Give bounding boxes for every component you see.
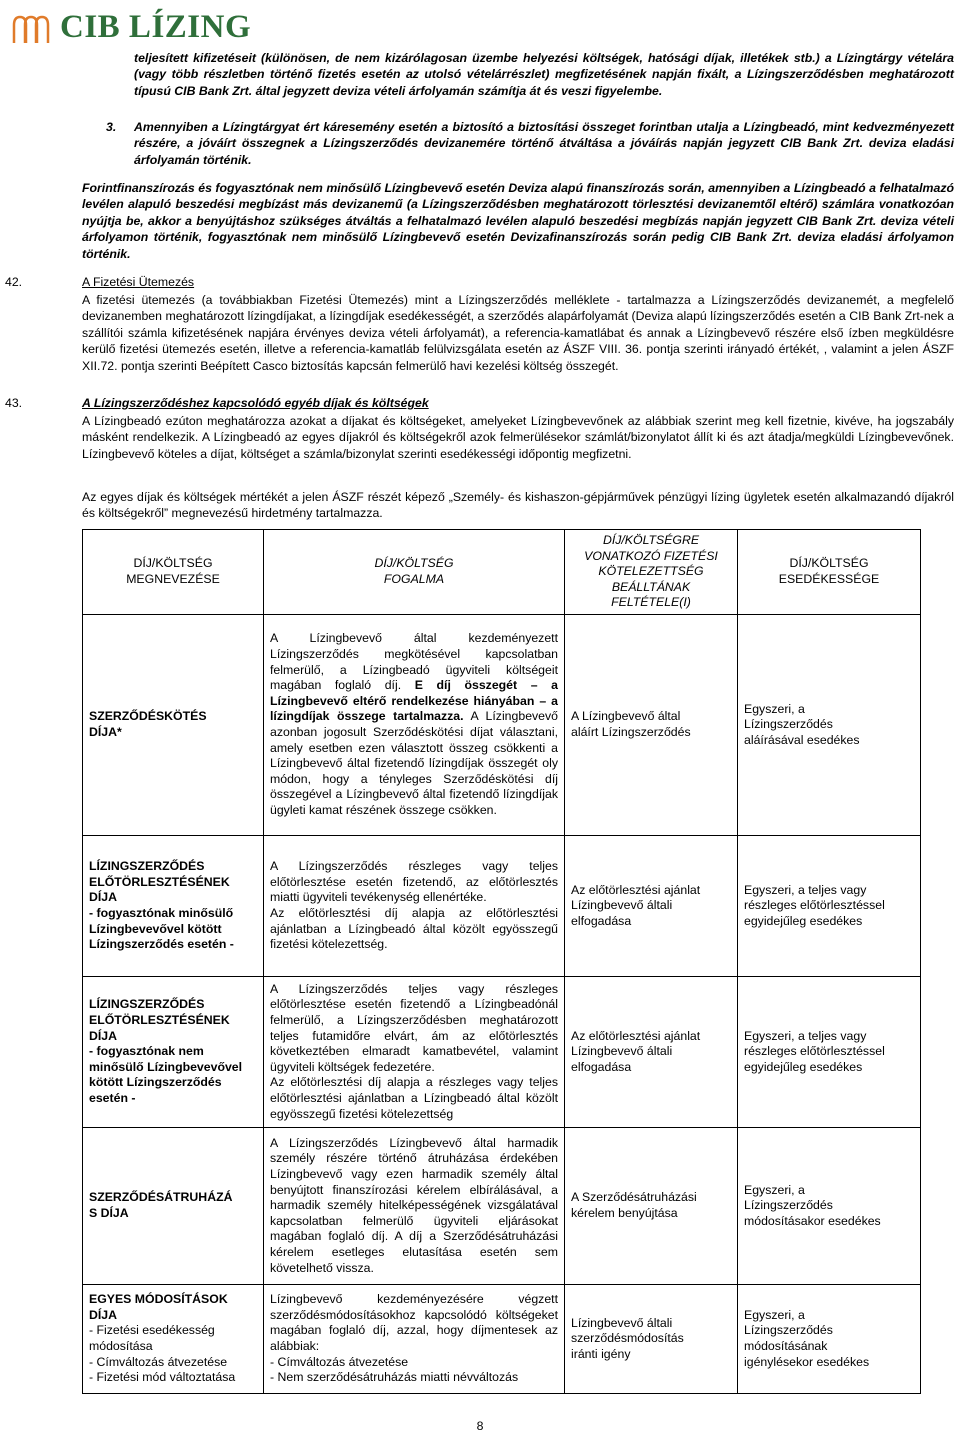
list-item: - Nem szerződésátruházás miatti névváltozás [270, 1370, 519, 1385]
table-row [83, 615, 921, 836]
header-condition: DÍJ/KÖLTSÉGRE VONATKOZÓ FIZETÉSI KÖTELEZETTSÉG BEÁLLTÁNAK FELTÉTELE(I) [565, 530, 738, 615]
fee-concept-text: Az előtörlesztési díj alapja az előtörlesztési ajánlatban a Lízingbeadó által közölt egyösszegű fizetési kötelezettség. [270, 906, 558, 952]
list-item-text: Címváltozás átvezetése [96, 1354, 228, 1369]
brand-name: CIB LÍZING [60, 9, 252, 45]
fee-condition: A Szerződésátruházási kérelem benyújtása [565, 1128, 738, 1285]
fee-due: Egyszeri, a Lízingszerződés aláírásával esedékes [738, 615, 921, 836]
section-body: A Lízingbeadó ezúton meghatározza azokat a díjakat és költségeket, amelyeket Lízingbevevőnek az alábbiak szerint meg kell fizetnie, kivéve, ha jogszabály másként rendelkezik. A Lízingbeadó az egyes díjakról és költségekről azok felmerülésekor számlát/bizonylatot állít ki és azt átadja/megküldi Lízingbevevőnek. Lízingbevevő köteles a díjat, költséget a számla/bizonylat szerinti esedékességi időpontig megfizetni. [82, 414, 954, 461]
section-title: A Lízingszerződéshez kapcsolódó egyéb díjak és költségek [82, 396, 429, 410]
forint-paragraph: Forintfinanszírozás és fogyasztónak nem minősülő Lízingbevevő esetén Deviza alapú finanszírozás során, amennyiben a Lízingbeadó a felhatalmazó levélen alapuló beszedési megbízást más devizanemű (a Lízingszerződésben meghatározott törlesztési devizanemtől eltérő) számlára vonatkozóan nyújtja be, akkor a benyújtáshoz szükséges átváltás a felhatalmazó levélen alapuló beszedési megbízás napján jegyzett CIB Bank Zrt. deviza vételi árfolyamon történik, fogyasztónak nem minősülő Lízingbevevő esetén Devizafinanszírozás során pedig CIB Bank Zrt. deviza eladási árfolyamon történik. [82, 181, 954, 261]
section-number: 43. [5, 396, 23, 410]
fee-name-sub: - fogyasztónak nem minősülő Lízingbevevővel kötött Lízingszerződés esetén - [89, 1044, 243, 1105]
brand-logo [8, 4, 251, 50]
fee-name: SZERZŐDÉSKÖTÉS DÍJA* [83, 615, 264, 836]
list-item-text: Címváltozás átvezetése [277, 1354, 409, 1369]
fee-concept: A Lízingszerződés Lízingbevevő által harmadik személy részére történő átruházása érdekében Lízingbevevő vagy ezen harmadik személy által benyújtott finanszírozási kérelem elbírálásával, a harmadik személy hitelképességének vizsgálatával kapcsolatban felmerülő ügyviteli eljárásokat magában foglaló díj. A díj a Szerződésátruházási kérelem esetleges elutasítása esetén sem követelhető vissza. [264, 1128, 565, 1285]
item-number: 3. [106, 120, 117, 134]
fee-name [83, 1285, 264, 1394]
fee-name [83, 977, 264, 1128]
fee-concept-text: A Lízingszerződés teljes vagy részleges előtörlesztése esetén fizetendő a Lízingbeadónál felmerülő, a Lízingszerződésben meghatározott teljes futamidőre elvárt, ám az előtörlesztés következtében elmaradt kamatbevétel, valamint ügyviteli költségek fedezetére. [270, 981, 558, 1074]
fee-name-title: LÍZINGSZERZŐDÉS ELŐTÖRLESZTÉSÉNEK DÍJA [89, 997, 230, 1043]
fee-concept-text: Az előtörlesztési díj alapja a részleges vagy teljes előtörlesztési ajánlatban a Lízingbeadó által közölt egyösszegű fizetési kötelezettség [270, 1075, 558, 1121]
fee-concept-text: A Lízingszerződés részleges vagy teljes előtörlesztése esetén fizetendő, az előtörlesztés miatti ügyviteli tevékenység ellenértéke. [270, 859, 558, 905]
intro-paragraph: teljesített kifizetéseit (különösen, de nem kizárólagosan üzembe helyezési költségek, hatósági díjak, illetékek stb.) a Lízingtárgy vételára (vagy több részletben történő fizetés esetén az utolsó vételárrészlet) megfizetésének napján fixált, a Lízingszerződésben meghatározott típusú CIB Bank Zrt. által jegyzett deviza vételi árfolyamán számítja át és veszi figyelembe. [134, 51, 954, 98]
header-concept: DÍJ/KÖLTSÉG FOGALMA [264, 530, 565, 615]
list-item-text: Fizetési esedékesség módosítása [89, 1323, 215, 1353]
fee-due: Egyszeri, a teljes vagy részleges előtörlesztéssel egyidejűleg esedékes [738, 836, 921, 977]
list-item-text: Fizetési mód változtatása [96, 1370, 236, 1385]
fee-condition: Lízingbevevő általi szerződésmódosítás iránti igény [565, 1285, 738, 1394]
list-item: - Fizetési esedékesség módosítása [89, 1323, 215, 1353]
table-row [83, 1128, 921, 1285]
fee-concept [264, 615, 565, 836]
table-row [83, 977, 921, 1128]
fee-concept-text: A Lízingbevevő által kezdeményezett Lízingszerződés megkötésével kapcsolatban felmerülő, a Lízingbeadó ügyviteli költségeit magában foglaló díj. [270, 631, 558, 693]
fee-name: SZERZŐDÉSÁTRUHÁZÁ S DÍJA [83, 1128, 264, 1285]
fee-condition: Az előtörlesztési ajánlat Lízingbevevő általi elfogadása [565, 836, 738, 977]
section-body-2: Az egyes díjak és költségek mértékét a jelen ÁSZF részét képező „Személy- és kishaszon-gépjárművek pénzügyi lízing ügyletek esetén alkalmazandó díjakról és költségekről” megnevezésű hirdetmény tartalmazza. [82, 490, 954, 521]
section-body: A fizetési ütemezés (a továbbiakban Fizetési Ütemezés) mint a Lízingszerződés melléklete - tartalmazza a Lízingszerződés devizanemét, a megfelelő devizanemben meghatározott lízingdíjakat, a lízingdíjak esedékességét, a szerződés alapárfolyamát (Deviza alapú lízingszerződés esetén a CIB Bank Zrt-nek a szállítói számla kifizetésének napjára érvényes deviza vételi árfolyamát), a referencia-kamatlábat és annak a Lízingbevevő részére első ízben megküldésre kerülő fizetési ütemezés esetén, illetve a referencia-kamatláb felülvizsgálata esetén az ÁSZF VIII. 36. pontja szerinti irányadó értékét, , valamint a jelen ÁSZF XII.72. pontja szerinti Beépített Casco biztosítás kapcsán felmerülő havi kezelési költség összegét. [82, 293, 954, 373]
fee-concept-bold: E díj összegét – a Lízingbevevő eltérő rendelkezése hiányában – a lízingdíjak összege tartalmazza. [270, 678, 558, 724]
fee-condition: Az előtörlesztési ajánlat Lízingbevevő általi elfogadása [565, 977, 738, 1128]
fee-name [83, 836, 264, 977]
section-title: A Fizetési Ütemezés [82, 275, 195, 289]
fee-name-title: LÍZINGSZERZŐDÉS ELŐTÖRLESZTÉSÉNEK DÍJA [89, 859, 230, 905]
fee-due: Egyszeri, a Lízingszerződés módosításakor esedékes [738, 1128, 921, 1285]
fee-due: Egyszeri, a teljes vagy részleges előtörlesztéssel egyidejűleg esedékes [738, 977, 921, 1128]
fee-concept [264, 977, 565, 1128]
fee-concept-text: A Lízingbevevő azonban jogosult Szerződéskötési díjat választani, amely esetben ezen választott összeg csökkenti a Lízingbevevő által fizetendő lízingdíjak összegét oly módon, hogy a tényleges Szerződéskötési díj összegével a Lízingbevevő által fizetendő lízingdíjak ügyleti kamat részének összege csökken. [270, 709, 559, 817]
header-due: DÍJ/KÖLTSÉG ESEDÉKESSÉGE [738, 530, 921, 615]
fee-name-sub: - fogyasztónak minősülő Lízingbevevővel kötött Lízingszerződés esetén - [89, 906, 234, 952]
header-name: DÍJ/KÖLTSÉG MEGNEVEZÉSE [83, 530, 264, 615]
fee-due: Egyszeri, a Lízingszerződés módosításának igénylésekor esedékes [738, 1285, 921, 1394]
page-number: 8 [476, 1419, 484, 1433]
fee-concept [264, 836, 565, 977]
fees-table [82, 529, 921, 1394]
list-item: - Címváltozás átvezetése [270, 1354, 409, 1369]
table-row [83, 836, 921, 977]
list-item: - Címváltozás átvezetése [89, 1354, 228, 1369]
fee-condition: A Lízingbevevő által aláírt Lízingszerződés [565, 615, 738, 836]
list-item: - Fizetési mód változtatása [89, 1370, 236, 1385]
list-item-text: Nem szerződésátruházás miatti névváltozás [277, 1370, 519, 1385]
cib-logo-icon [8, 7, 54, 47]
table-row [83, 1285, 921, 1394]
fee-concept [264, 1285, 565, 1394]
table-header-row [83, 530, 921, 615]
fee-concept-text: Lízingbevevő kezdeményezésére végzett szerződésmódosításokhoz kapcsolódó költségeket magában foglaló díj, azzal, hogy díjmentesek az alábbiak: [270, 1292, 558, 1353]
item3-paragraph: Amennyiben a Lízingtárgyat ért káresemény esetén a biztosító a biztosítási összeget forintban utalja a Lízingbeadó, mint kedvezményezett részére, a jóváírt összegnek a Lízingszerződés devizanemére történő átváltása a jóváírás napján jegyzett CIB Bank Zrt. deviza eladási árfolyamán történik. [134, 120, 954, 167]
section-number: 42. [5, 275, 23, 289]
fee-name-title: EGYES MÓDOSÍTÁSOK DÍJA [89, 1292, 228, 1322]
